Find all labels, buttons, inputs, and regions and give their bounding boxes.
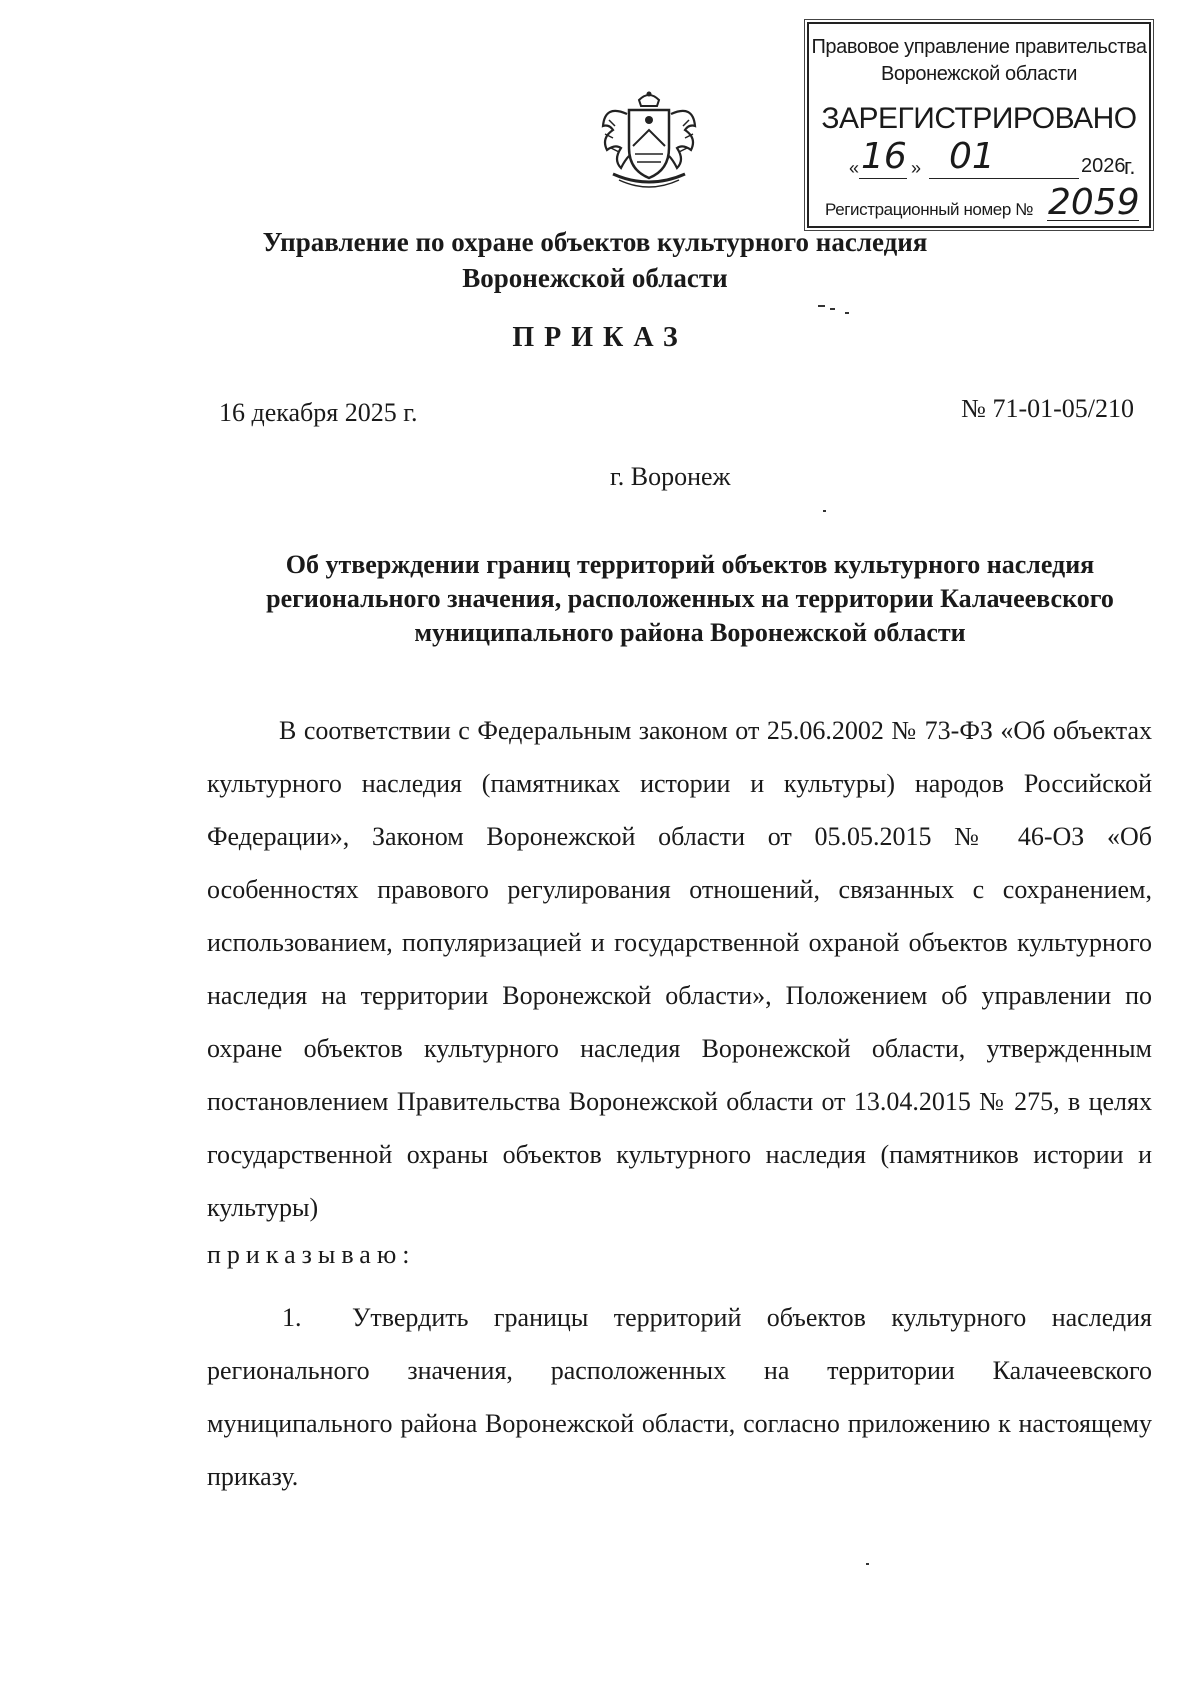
stamp-day: 16	[861, 136, 907, 177]
scan-speck	[845, 312, 849, 314]
document-subject: Об утверждении границ территорий объектов культурного наследия регионального значения, расположенных на территории Калачеевского муниципального района Воронежской области	[266, 550, 1114, 647]
stamp-reg-number: 2059	[1048, 182, 1140, 223]
stamp-quote-close: »	[911, 158, 922, 178]
organization-name	[120, 224, 1070, 296]
order-command: приказываю:	[207, 1240, 416, 1269]
scan-speck	[830, 308, 835, 310]
body-paragraph: В соответствии с Федеральным законом от 25.06.2002 № 73-ФЗ «Об объектах культурного наследия (памятниках истории и культуры) народов Российской Федерации», Законом Воронежской области от 05.05.2015 № 46-ОЗ «Об особенностях правового регулирования отношений, связанных с сохранением, использованием, популяризацией и государственной охраной объектов культурного наследия на территории Воронежской области», Положением об управлении по охране объектов культурного наследия Воронежской области, утвержденным постановлением Правительства Воронежской области от 13.04.2015 № 275, в целях государственной охраны объектов культурного наследия (памятников истории и культуры)	[207, 716, 1152, 1222]
scan-speck	[866, 1563, 869, 1565]
stamp-day-line	[859, 178, 907, 179]
registration-stamp	[807, 22, 1151, 228]
stamp-registration	[825, 182, 1143, 224]
stamp-year: 2026	[1081, 155, 1126, 177]
organization-name-line2: Воронежской области	[462, 263, 728, 293]
stamp-reg-line	[1047, 220, 1139, 221]
order-item-text: Утвердить границы территорий объектов культурного наследия регионального значения, расположенных на территории Калачеевского муниципального района Воронежской области, согласно приложению к настоящему приказу.	[207, 1303, 1152, 1491]
stamp-year-suffix: г.	[1124, 154, 1136, 179]
document-date: 16 декабря 2025 г.	[219, 398, 418, 427]
organization-name-line1: Управление по охране объектов культурного наследия	[262, 227, 928, 257]
scan-speck	[818, 305, 825, 307]
order-item	[207, 1291, 1152, 1503]
stamp-organization	[809, 34, 1149, 88]
document-city: г. Воронеж	[610, 462, 731, 491]
stamp-quote-open: «	[849, 158, 860, 178]
document-type: ПРИКАЗ	[512, 322, 688, 353]
stamp-org-line2: Воронежской области	[880, 63, 1078, 85]
scan-speck	[823, 510, 826, 512]
order-item-number: 1.	[282, 1303, 302, 1332]
stamp-org-line1: Правовое управление правительства	[811, 36, 1147, 58]
stamp-month-line	[929, 178, 1079, 179]
stamp-status: ЗАРЕГИСТРИРОВАНО	[821, 102, 1137, 135]
coat-of-arms-icon	[593, 90, 705, 190]
stamp-date	[849, 136, 1139, 182]
stamp-month: 01	[949, 136, 995, 177]
document-number: № 71-01-05/210	[961, 394, 1134, 423]
stamp-reg-label: Регистрационный номер №	[825, 200, 1034, 219]
